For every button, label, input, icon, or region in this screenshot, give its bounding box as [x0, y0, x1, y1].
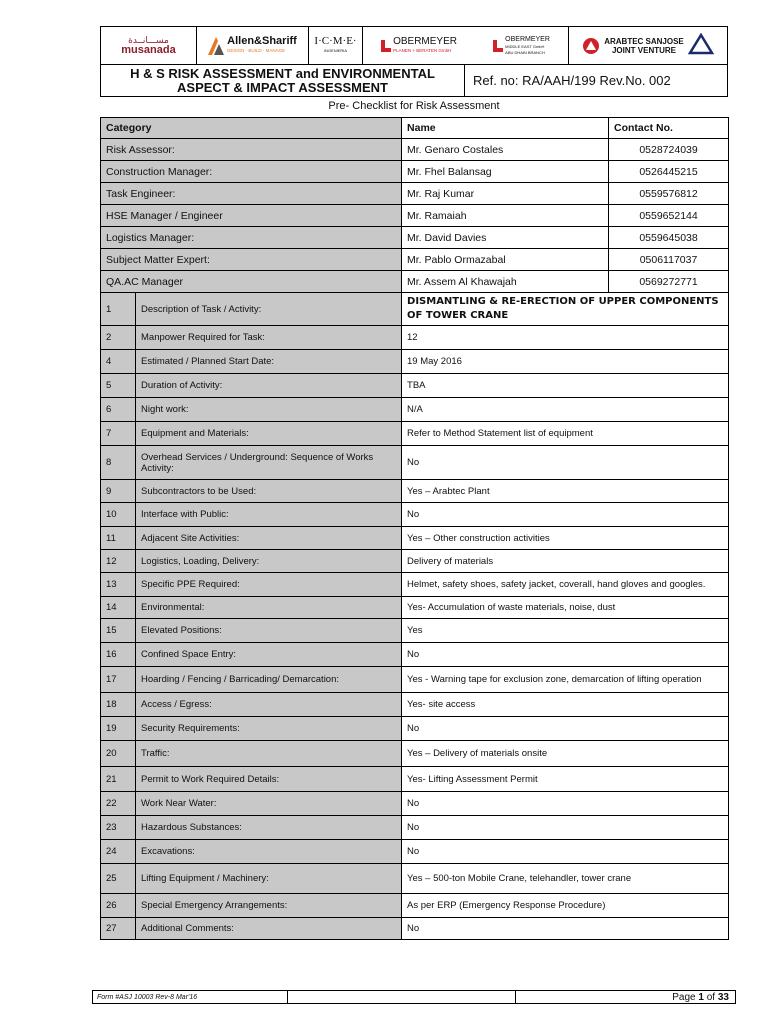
item-number: 6 [101, 398, 136, 422]
item-description: Logistics, Loading, Delivery: [136, 550, 402, 573]
contact-row [101, 205, 729, 227]
checklist-item-row [101, 767, 729, 792]
item-number: 8 [101, 446, 136, 480]
item-value: Yes – Delivery of materials onsite [402, 741, 729, 767]
checklist-item-row [101, 527, 729, 550]
item-value: 19 May 2016 [402, 350, 729, 374]
checklist-item-row [101, 374, 729, 398]
item-description: Equipment and Materials: [136, 422, 402, 446]
contact-name: Mr. Pablo Ormazabal [402, 249, 609, 271]
musanada-text: musanada [121, 43, 176, 56]
checklist-item-row [101, 816, 729, 840]
item-description: Description of Task / Activity: [136, 293, 402, 326]
allen-shariff-logo [197, 27, 309, 64]
obermeyer-text-2: OBERMEYER [505, 35, 550, 43]
item-description: Work Near Water: [136, 792, 402, 816]
checklist-item-row [101, 446, 729, 480]
item-number: 18 [101, 693, 136, 717]
item-description: Security Requirements: [136, 717, 402, 741]
checklist-item-row [101, 918, 729, 940]
obermeyer-sub-2a: MIDDLE EAST GmbH [505, 43, 545, 49]
item-value: Refer to Method Statement list of equipment [402, 422, 729, 446]
obermeyer-mark-icon-2 [493, 40, 503, 52]
item-description: Manpower Required for Task: [136, 326, 402, 350]
checklist-item-row [101, 693, 729, 717]
item-number: 11 [101, 527, 136, 550]
contact-category: Task Engineer: [101, 183, 402, 205]
item-number: 24 [101, 840, 136, 864]
reference-number: Ref. no: RA/AAH/199 Rev.No. 002 [473, 73, 671, 88]
form-number: Form #ASJ 10003 Rev-8 Mar'16 [93, 991, 288, 1003]
item-number: 5 [101, 374, 136, 398]
contact-phone: 0528724039 [609, 139, 729, 161]
item-number: 10 [101, 503, 136, 527]
item-value: No [402, 816, 729, 840]
contact-row [101, 183, 729, 205]
checklist-item-row [101, 597, 729, 619]
footer-blank [288, 991, 516, 1003]
contact-category: Logistics Manager: [101, 227, 402, 249]
contact-row [101, 271, 729, 293]
contact-phone: 0559576812 [609, 183, 729, 205]
contact-phone: 0526445215 [609, 161, 729, 183]
item-number: 25 [101, 864, 136, 894]
icme-sub: INGENIERIA [323, 47, 348, 53]
contact-category: Risk Assessor: [101, 139, 402, 161]
checklist-item-row [101, 293, 729, 326]
contact-name: Mr. Raj Kumar [402, 183, 609, 205]
allen-shariff-sub: DESIGN · BUILD · MANAGE [227, 47, 286, 53]
musanada-arabic-text: مســـانــدة [128, 35, 169, 46]
arabtec-mark-icon [582, 37, 600, 55]
arabtec-text-2: JOINT VENTURE [611, 45, 676, 55]
header-name: Name [402, 118, 609, 139]
item-number: 2 [101, 326, 136, 350]
title-line-2: ASPECT & IMPACT ASSESSMENT [177, 80, 388, 95]
item-description: Estimated / Planned Start Date: [136, 350, 402, 374]
item-value: DISMANTLING & RE-ERECTION OF UPPER COMPONENTS OF TOWER CRANE [402, 293, 729, 326]
item-number: 4 [101, 350, 136, 374]
item-description: Environmental: [136, 597, 402, 619]
obermeyer-sub-2b: ABU DHABI BRANCH [505, 49, 545, 55]
item-number: 7 [101, 422, 136, 446]
contact-category: Construction Manager: [101, 161, 402, 183]
item-description: Permit to Work Required Details: [136, 767, 402, 792]
item-number: 17 [101, 667, 136, 693]
item-value: Yes – 500-ton Mobile Crane, telehandler, tower crane [402, 864, 729, 894]
contact-row [101, 161, 729, 183]
contact-name: Mr. Assem Al Khawajah [402, 271, 609, 293]
arabtec-text-1: ARABTEC SANJOSE [604, 36, 684, 46]
item-description: Special Emergency Arrangements: [136, 894, 402, 918]
item-description: Additional Comments: [136, 918, 402, 940]
item-number: 15 [101, 619, 136, 643]
item-value: Yes [402, 619, 729, 643]
item-description: Lifting Equipment / Machinery: [136, 864, 402, 894]
item-number: 19 [101, 717, 136, 741]
checklist-item-row [101, 643, 729, 667]
item-value: No [402, 717, 729, 741]
item-value: Delivery of materials [402, 550, 729, 573]
item-value: Yes – Arabtec Plant [402, 480, 729, 503]
checklist-item-row [101, 619, 729, 643]
obermeyer-logos [363, 27, 569, 64]
musanada-logo [101, 27, 197, 64]
item-value: Yes- site access [402, 693, 729, 717]
contact-category: QA.AC Manager [101, 271, 402, 293]
item-number: 16 [101, 643, 136, 667]
checklist-item-row [101, 326, 729, 350]
contact-phone: 0559652144 [609, 205, 729, 227]
item-number: 14 [101, 597, 136, 619]
contact-phone: 0506117037 [609, 249, 729, 271]
contact-row [101, 139, 729, 161]
item-description: Specific PPE Required: [136, 573, 402, 597]
checklist-item-row [101, 350, 729, 374]
logo-header [100, 26, 728, 65]
item-number: 13 [101, 573, 136, 597]
checklist-item-row [101, 550, 729, 573]
header-contact: Contact No. [609, 118, 729, 139]
item-value: Yes - Warning tape for exclusion zone, demarcation of lifting operation [402, 667, 729, 693]
item-description: Night work: [136, 398, 402, 422]
item-number: 23 [101, 816, 136, 840]
checklist-table [100, 117, 729, 940]
checklist-item-row [101, 864, 729, 894]
item-description: Duration of Activity: [136, 374, 402, 398]
contact-name: Mr. Fhel Balansag [402, 161, 609, 183]
checklist-item-row [101, 717, 729, 741]
item-value: Yes- Lifting Assessment Permit [402, 767, 729, 792]
page-total: 33 [717, 991, 729, 1003]
item-description: Hazardous Substances: [136, 816, 402, 840]
item-number: 26 [101, 894, 136, 918]
item-description: Hoarding / Fencing / Barricading/ Demarcation: [136, 667, 402, 693]
item-description: Overhead Services / Underground: Sequence of Works Activity: [136, 446, 402, 480]
item-description: Elevated Positions: [136, 619, 402, 643]
checklist-title: Pre- Checklist for Risk Assessment [328, 100, 500, 112]
item-description: Confined Space Entry: [136, 643, 402, 667]
obermeyer-sub-1: PLANEN + BERATEN GmbH [393, 47, 452, 53]
item-value: No [402, 840, 729, 864]
of-word: of [706, 991, 716, 1003]
item-value: Yes- Accumulation of waste materials, noise, dust [402, 597, 729, 619]
checklist-item-row [101, 840, 729, 864]
table-header-row [101, 118, 729, 139]
item-value: No [402, 503, 729, 527]
page-current: 1 [698, 991, 704, 1003]
icme-logo [309, 27, 363, 64]
contact-category: Subject Matter Expert: [101, 249, 402, 271]
item-value: 12 [402, 326, 729, 350]
page-footer [92, 990, 736, 1004]
item-number: 22 [101, 792, 136, 816]
item-value: No [402, 918, 729, 940]
checklist-item-row [101, 741, 729, 767]
checklist-item-row [101, 894, 729, 918]
contact-row [101, 249, 729, 271]
item-value: No [402, 792, 729, 816]
item-value: Yes – Other construction activities [402, 527, 729, 550]
item-value: As per ERP (Emergency Response Procedure) [402, 894, 729, 918]
contact-name: Mr. Genaro Costales [402, 139, 609, 161]
document-title [101, 65, 465, 96]
contact-category: HSE Manager / Engineer [101, 205, 402, 227]
item-number: 12 [101, 550, 136, 573]
obermeyer-text-1: OBERMEYER [393, 35, 457, 47]
contact-name: Mr. David Davies [402, 227, 609, 249]
obermeyer-mark-icon [381, 40, 391, 52]
checklist-item-row [101, 422, 729, 446]
allen-shariff-text: Allen&Shariff [227, 34, 297, 47]
header-category: Category [101, 118, 402, 139]
page-number [516, 991, 735, 1003]
item-value: N/A [402, 398, 729, 422]
checklist-item-row [101, 667, 729, 693]
contact-phone: 0569272771 [609, 271, 729, 293]
arabtec-sanjose-logo [569, 27, 727, 64]
obermeyer-logo-2 [493, 36, 550, 56]
item-number: 9 [101, 480, 136, 503]
item-description: Adjacent Site Activities: [136, 527, 402, 550]
item-number: 27 [101, 918, 136, 940]
item-description: Access / Egress: [136, 693, 402, 717]
title-line-1: H & S RISK ASSESSMENT and ENVIRONMENTAL [130, 66, 435, 81]
checklist-item-row [101, 398, 729, 422]
item-value: Helmet, safety shoes, safety jacket, coverall, hand gloves and googles. [402, 573, 729, 597]
item-value: TBA [402, 374, 729, 398]
contact-phone: 0559645038 [609, 227, 729, 249]
checklist-item-row [101, 792, 729, 816]
item-number: 1 [101, 293, 136, 326]
item-number: 20 [101, 741, 136, 767]
icme-text: I·C·M·E· [314, 34, 357, 47]
checklist-item-row [101, 503, 729, 527]
joint-venture-mark-icon [688, 33, 714, 59]
item-value: No [402, 446, 729, 480]
item-value: No [402, 643, 729, 667]
contact-row [101, 227, 729, 249]
checklist-item-row [101, 480, 729, 503]
item-description: Subcontractors to be Used: [136, 480, 402, 503]
item-description: Excavations: [136, 840, 402, 864]
allen-shariff-mark-icon [208, 37, 224, 55]
obermeyer-logo-1 [381, 37, 457, 55]
item-description: Interface with Public: [136, 503, 402, 527]
contact-name: Mr. Ramaiah [402, 205, 609, 227]
item-description: Traffic: [136, 741, 402, 767]
page-word: Page [672, 991, 696, 1003]
checklist-item-row [101, 573, 729, 597]
document-title-row [100, 65, 728, 97]
item-number: 21 [101, 767, 136, 792]
